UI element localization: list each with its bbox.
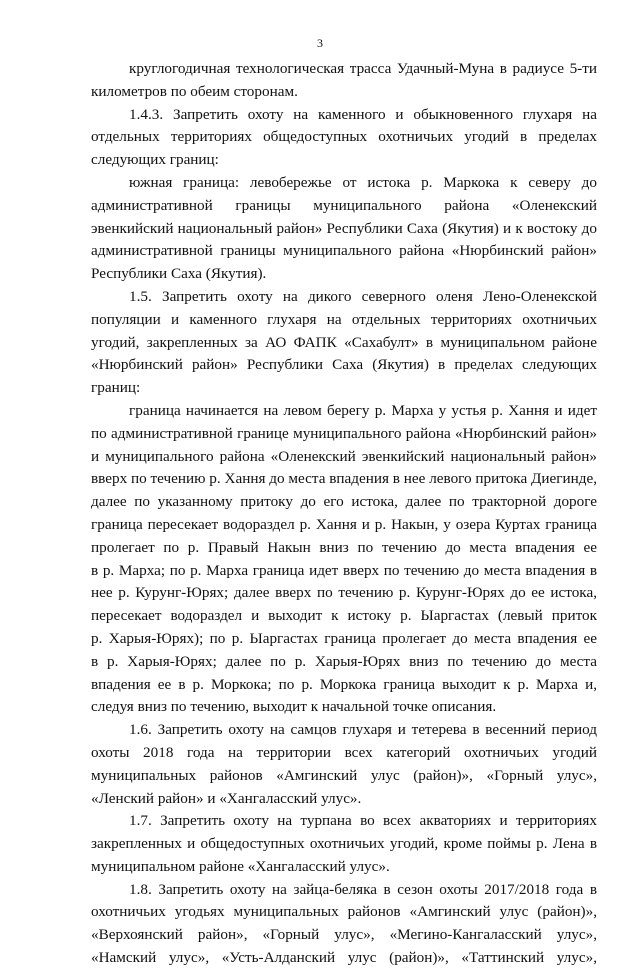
text-line: круглогодичная технологическая трасса Удачный-Муна в радиусе 5-ти (129, 60, 597, 77)
text-line: охоты 2018 года на территории всех категорий охотничьих угодий (91, 743, 597, 761)
text-line: административной границы муниципального района «Оленекский (91, 196, 597, 214)
text-line: угодий, закрепленных за АО ФАПК «Сахабулт» в муниципальном районе (91, 333, 597, 351)
text-line: Республики Саха (Якутия). (91, 265, 267, 283)
text-line: пролегает по р. Правый Накын вниз по течению до места впадения ее (91, 538, 597, 556)
text-line: р. Харыя-Юрях); по р. Ыаргастах граница пролегает до места впадения ее (91, 629, 597, 647)
text-line: «Ленский район» и «Хангаласский улус». (91, 789, 362, 807)
text-line: следуя вниз по течению, выходит к начальной точке описания. (91, 698, 497, 716)
text-line: муниципальном районе «Хангаласский улус». (91, 857, 390, 875)
text-line: и муниципального района «Оленекский эвенкийский национальный район» (91, 447, 597, 465)
text-line: в р. Харыя-Юрях; далее по р. Харыя-Юрях вниз по течению до места (91, 652, 597, 670)
text-line: 1.5. Запретить охоту на дикого северного оленя Лено-Оленекской (129, 287, 597, 305)
text-line: 1.4.3. Запретить охоту на каменного и обыкновенного глухаря на (129, 105, 597, 123)
text-line: граница начинается на левом берегу р. Марха у устья р. Хання и идет (129, 401, 597, 419)
text-line: «Нюрбинский район» Республики Саха (Якутия) в пределах следующих (91, 356, 597, 374)
text-line: в р. Марха; по р. Марха граница идет вверх по течению до места впадения в (91, 561, 597, 579)
text-line: нее р. Курунг-Юрях; далее вверх по течению р. Курунг-Юрях до ее истока, (91, 584, 597, 602)
text-line: границ: (91, 379, 141, 397)
text-line: по административной границе муниципального района «Нюрбинский район» (91, 424, 597, 442)
text-line: пересекает водораздел и выходит к истоку р. Ыаргастах (левый приток (91, 607, 597, 625)
text-line: муниципальных районов «Амгинский улус (район)», «Горный улус», (91, 766, 597, 784)
text-line: вверх по течению р. Хання до места впадения в нее левого притока Диегинде, (91, 470, 597, 488)
text-line: отдельных территориях общедоступных охотничьих угодий в пределах (91, 128, 597, 146)
text-line: следующих границ: (91, 151, 219, 169)
text-line: 1.7. Запретить охоту на турпана во всех акваториях и территориях (129, 812, 597, 830)
text-line: граница пересекает водораздел р. Хання и р. Накын, у озера Куртах граница (91, 515, 597, 533)
text-line: километров по обеим сторонам. (91, 82, 298, 100)
text-line: 1.8. Запретить охоту на зайца-беляка в сезон охоты 2017/2018 года в (129, 880, 597, 898)
text-line: закрепленных и общедоступных охотничьих угодий, кроме поймы р. Лена в (91, 835, 597, 853)
text-line: далее по указанному притоку до его истока, далее по тракторной дороге (91, 493, 597, 511)
text-line: популяции и каменного глухаря на отдельных территориях охотничьих (91, 310, 597, 328)
document-body (91, 58, 597, 970)
page-number: 3 (317, 36, 323, 50)
text-line: южная граница: левобережье от истока р. Маркока к северу до (129, 173, 597, 191)
text-line: 1.6. Запретить охоту на самцов глухаря и тетерева в весенний период (129, 721, 597, 739)
text-line: «Намский улус», «Усть-Алданский улус (район)», «Таттинский улус», (91, 949, 597, 967)
text-line: охотничьих угодьях муниципальных районов «Амгинский улус (район)», (91, 903, 597, 921)
text-line: «Верхоянский район», «Горный улус», «Мегино-Кангаласский улус», (91, 926, 597, 944)
text-line: впадения ее в р. Моркока; по р. Моркока граница выходит к р. Марха и, (91, 675, 597, 693)
text-line: административной границы муниципального района «Нюрбинский район» (91, 242, 597, 260)
text-line: эвенкийский национальный район» Республики Саха (Якутия) и к востоку до (91, 219, 597, 237)
